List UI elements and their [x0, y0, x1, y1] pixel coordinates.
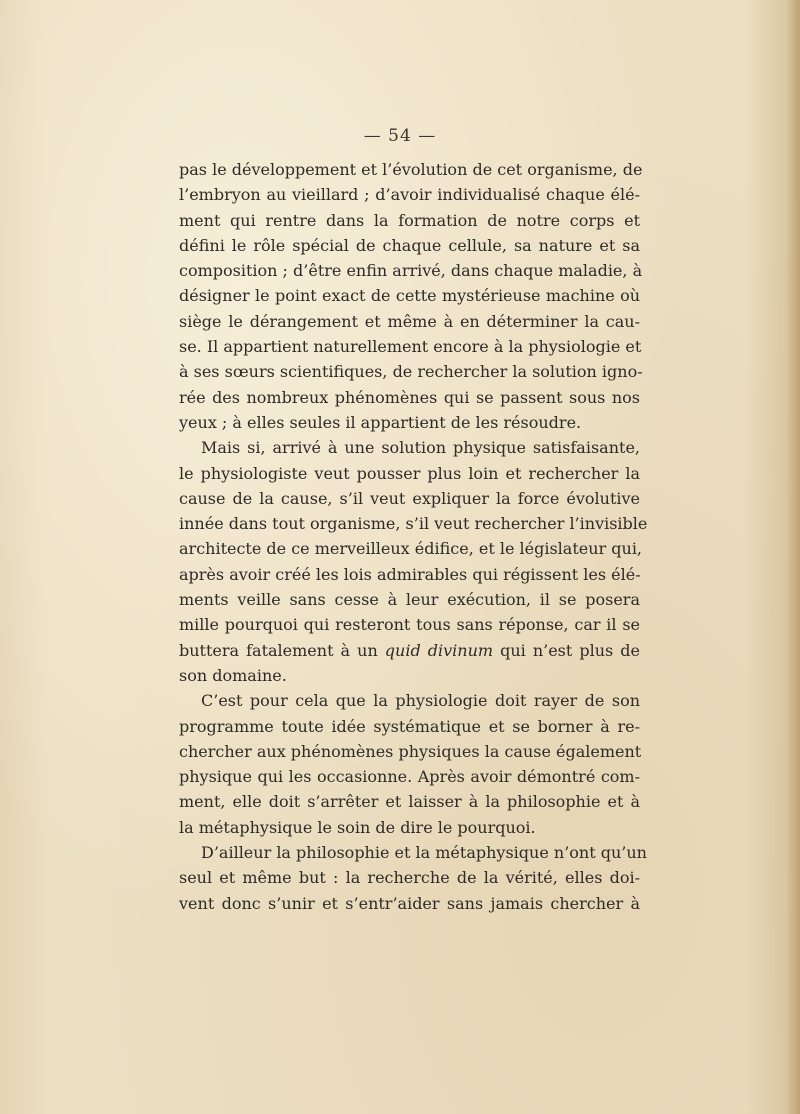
text-line: ment qui rentre dans la formation de notre corps et	[179, 210, 640, 230]
text-line: mille pourquoi qui resteront tous sans réponse, car il se	[179, 615, 640, 635]
text-line: à ses sœurs scientifiques, de rechercher la solution igno-	[179, 362, 643, 382]
text-line: l’embryon au vieillard ; d’avoir individualisé chaque élé-	[179, 185, 640, 205]
page-number: — 54 —	[363, 126, 437, 146]
text-line: physique qui les occasionne. Après avoir démontré com-	[179, 767, 640, 787]
text-line: pas le développement et l’évolution de cet organisme, de	[179, 160, 643, 179]
text-line: se. Il appartient naturellement encore à la physiologie et	[179, 337, 642, 357]
text-line: ments veille sans cesse à leur exécution, il se posera	[179, 590, 640, 610]
text-line: rée des nombreux phénomènes qui se passent sous nos	[179, 387, 640, 407]
text-line: chercher aux phénomènes physiques la cause également	[179, 741, 642, 761]
text-line: le physiologiste veut pousser plus loin et rechercher la	[179, 463, 640, 483]
text-line: programme toute idée systématique et se borner à re-	[179, 716, 640, 736]
text-line: innée dans tout organisme, s’il veut rechercher l’invisible	[179, 514, 648, 534]
paragraph-start-line: D’ailleur la philosophie et la métaphysique n’ont qu’un	[201, 843, 647, 863]
text-line: vent donc s’unir et s’entr’aider sans jamais chercher à	[179, 893, 640, 913]
text-line: son domaine.	[179, 665, 287, 685]
text-line: seul et même but : la recherche de la vérité, elles doi-	[179, 868, 640, 888]
text-line: défini le rôle spécial de chaque cellule, sa nature et sa	[179, 235, 640, 255]
text-line: architecte de ce merveilleux édifice, et le législateur qui,	[179, 539, 643, 559]
text-line: cause de la cause, s’il veut expliquer la force évolutive	[179, 488, 640, 508]
text-line: la métaphysique le soin de dire le pourquoi.	[179, 817, 536, 837]
text-line: après avoir créé les lois admirables qui régissent les élé-	[179, 564, 641, 584]
text-line: siège le dérangement et même à en déterminer la cau-	[179, 311, 640, 331]
body-text	[179, 157, 648, 916]
paragraph-start-line: C’est pour cela que la physiologie doit rayer de son	[201, 691, 640, 711]
page-edge-shadow	[786, 0, 800, 1114]
text-line: désigner le point exact de cette mystérieuse machine où	[179, 286, 640, 306]
text-line: yeux ; à elles seules il appartient de les résoudre.	[179, 412, 582, 432]
text-line: composition ; d’être enfin arrivé, dans chaque maladie, à	[179, 261, 643, 281]
text-line-with-italic	[179, 638, 640, 663]
text-segment: buttera fatalement à un	[179, 640, 385, 660]
paragraph-start-line: Mais si, arrivé à une solution physique satisfaisante,	[201, 438, 640, 458]
text-line: ment, elle doit s’arrêter et laisser à la philosophie et à	[179, 792, 640, 812]
italic-latin-phrase: quid divinum	[384, 640, 494, 660]
text-segment: qui n’est plus de	[493, 640, 641, 660]
